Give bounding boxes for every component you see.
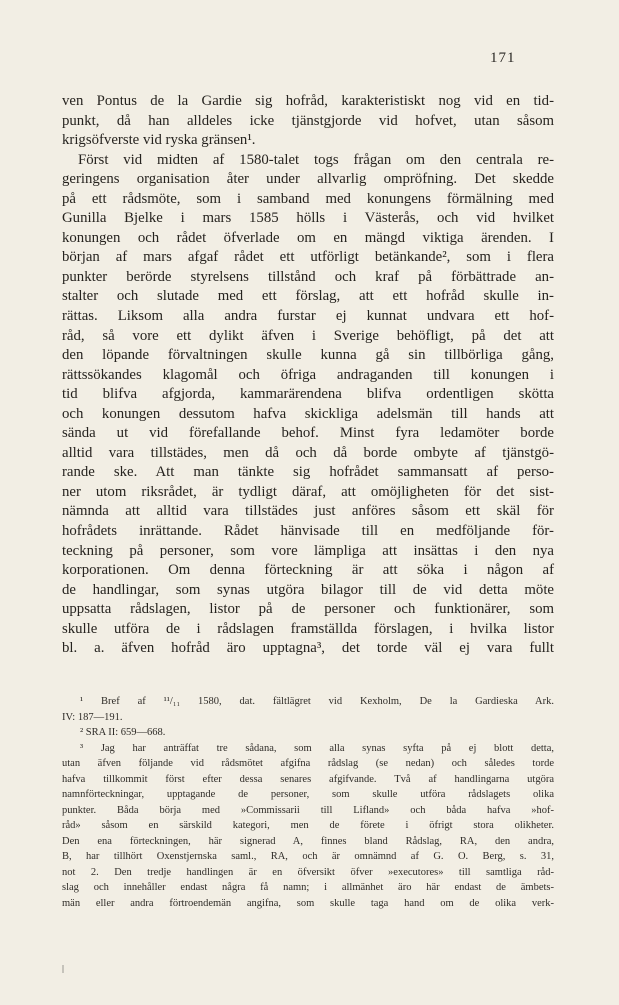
footnote-line: män eller andra förtroendemän angifna, som skulle taga hand om de olika verk-	[62, 897, 554, 909]
body-line: ven Pontus de la Gardie sig hofråd, karakteristiskt nog vid en tid-	[62, 93, 554, 109]
body-line: tid blifva afgjorda, kammarärendena blifva ordentligen skötta	[62, 386, 554, 403]
body-line: rättssökandes klagomål och öfriga andraganden till konungen i	[62, 366, 554, 383]
body-line: punkt, då han alldeles icke tjänstgjorde vid hofvet, utan såsom	[62, 112, 554, 129]
body-line: punkter berörde styrelsens tillstånd och kraf på förbättrade an-	[62, 268, 554, 285]
body-line: nämnda att alltid vara tillstädes just anföres såsom ett skäl för	[62, 503, 554, 520]
body-line: sända ut vid förefallande behof. Minst fyra ledamöter borde	[62, 425, 554, 442]
footnote-line: punkter. Båda börja med »Commissarii till Lifland» och båda hafva »hof-	[62, 804, 554, 816]
footnote-line: Den ena förteckningen, här signerad A, finnes bland Rådslag, RA, den andra,	[62, 835, 554, 847]
body-line: krigsöfverste vid ryska gränsen¹.	[62, 132, 256, 149]
footnote-line: not 2. Den tredje handlingen är en öfversikt öfver »executores» till samtliga råd-	[62, 866, 554, 878]
body-line: skulle utföra de i rådslagen framställda förslagen, i hvilka listor	[62, 620, 554, 637]
footnote-line: B, har tillhört Oxenstjernska saml., RA, och är omnämnd af G. O. Berg, s. 31,	[62, 851, 554, 862]
body-line: och konungen dessutom hafva skickliga adelsmän till hands att	[62, 405, 554, 422]
body-line: råd, så vore ett dylikt äfven i Sverige behöfligt, på det att	[62, 327, 554, 344]
body-line: geringens organisation åter under allvarlig ompröfning. Det skedde	[62, 171, 554, 188]
footnote-line: hafva tillkommit först efter dessa senares afgifvande. Två af handlingarna utgöra	[62, 773, 554, 785]
footnote-line: råd» såsom en särskild kategori, men de förete i öfrigt stora olikheter.	[62, 820, 554, 831]
body-line: hofrådets inrättande. Rådet hänvisade till en medföljande för-	[62, 523, 554, 540]
margin-mark	[62, 965, 64, 973]
footnote-line: slag och innehåller endast några få namn; i allmänhet äro här endast de ämbets-	[62, 882, 554, 893]
body-line: Gunilla Bjelke i mars 1585 hölls i Västerås, och vid hvilket	[62, 210, 554, 227]
body-line: den löpande förvaltningen skulle kunna gå sin tillbörliga gång,	[62, 347, 554, 364]
body-line: rande ske. Att man tänkte sig hofrådet sammansatt af perso-	[62, 464, 554, 481]
footnote-line: namnförteckningar, upptagande de personer, som skulle utföra rådslagets olika	[62, 789, 554, 800]
body-line: stalter och slutade med ett förslag, att ett hofråd skulle in-	[62, 288, 554, 305]
body-line: uppsatta rådslagen, listor på de personer och funktionärer, som	[62, 601, 554, 618]
footnote-line: IV: 187—191.	[62, 711, 123, 723]
body-line: början af mars afgaf rådet ett utförligt betänkande², som i flera	[62, 249, 554, 266]
body-line: rättas. Liksom alla andra furstar ej kunnat undvara ett hof-	[62, 308, 554, 325]
body-line: de handlingar, som synas utgöra bilagor till de vid detta möte	[62, 581, 554, 598]
body-line: på ett rådsmöte, som i samband med konungens förmälning med	[62, 190, 554, 207]
footnote-line: ³ Jag har anträffat tre sådana, som alla synas syfta på ej blott detta,	[80, 742, 554, 754]
footnote-line: ² SRA II: 659—668.	[80, 727, 166, 738]
body-line: korporationen. Om denna förteckning är att söka i någon af	[62, 562, 554, 579]
footnote-line: utan äfven följande vid rådsmötet afgifna rådslag (se nedan) och således torde	[62, 758, 554, 769]
body-line: konungen och rådet öfverlade om en mängd viktiga ärenden. I	[62, 229, 554, 246]
body-line: ner utom riksrådet, är tydligt däraf, att omöjligheten för det sist-	[62, 483, 554, 500]
footnote-line: ¹ Bref af ¹¹/₁₁ 1580, dat. fältlägret vid Kexholm, De la Gardieska Ark.	[80, 696, 554, 707]
body-line: teckning på personer, som vore lämpliga att insättas i den nya	[62, 542, 554, 559]
body-line: alltid vara tillstädes, men då och då borde ombyte af tjänstgö-	[62, 444, 554, 461]
footnotes	[62, 694, 554, 911]
body-line: bl. a. äfven hofråd äro upptagna³, det torde väl ej vara fullt	[62, 640, 554, 657]
body-text	[62, 92, 554, 659]
body-line: Först vid midten af 1580-talet togs frågan om den centrala re-	[78, 151, 554, 168]
page-number: 171	[490, 50, 516, 66]
